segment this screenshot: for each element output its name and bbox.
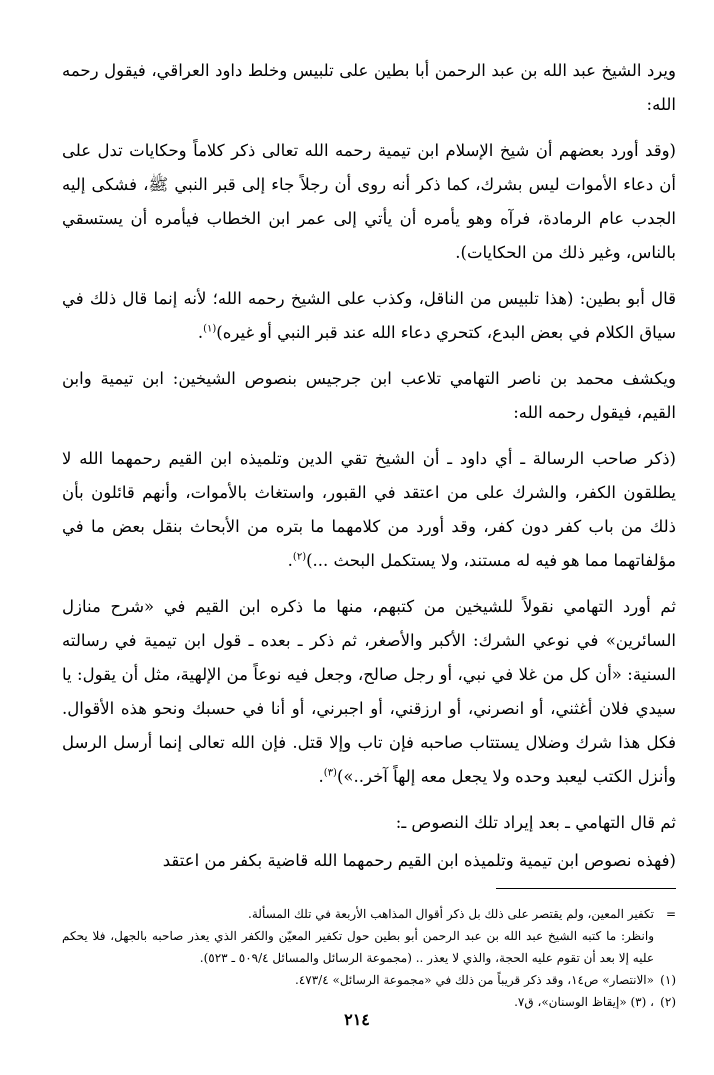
paragraph-tuhami-citations-text: ثم أورد التهامي نقولاً للشيخين من كتبهم، منها ما ذكره ابن القيم في «شرح منازل السائرين» في نوعي الشرك: الأكبر والأصغر، ثم ذكر ـ بعده ـ قول ابن تيمية في رسالته السنية: «أن كل من غلا في نبي، أو رجل صالح، وجعل فيه نوعاً من الإلهية، مثل أن يقول: يا سيدي فلان أغثني، أو انصرني، أو ارزقني، أو اجبرني، أو أنا في حسبك ونحو هذه الأقوال. فكل هذا شرك وضلال يستتاب صاحبه فإن تاب وإلا قتل. فإن الله تعالى إنما أرسل الرسل وأنزل الكتب ليعبد وحده ولا يجعل معه إلهاً آخر..») [62,597,676,786]
footnote-continued-text: تكفير المعين، ولم يقتصر على ذلك بل ذكر أقوال المذاهب الأربعة في تلك المسألة. [248,907,654,921]
paragraph-abu-batin-reply: قال أبو بطين: (هذا تلبيس من الناقل، وكذب على الشيخ رحمه الله؛ لأنه إنما قال ذلك في سياق الكلام في بعض البدع، كتحري دعاء الله عند قبر النبي أو غيره)$^{(١)}$. [62,289,676,342]
document-page [62,54,676,1013]
paragraph-tuhami-conclusion-text: (فهذه نصوص ابن تيمية وتلميذه ابن القيم رحمهما الله قاضية بكفر من اعتقد [162,851,676,870]
paragraph-tuhami-intro-text: ويكشف محمد بن ناصر التهامي تلاعب ابن جرجيس بنصوص الشيخين: ابن تيمية وابن القيم، فيقول رحمه الله: [62,369,676,422]
footnote-ref-1: (١) [203,323,217,335]
paragraph-tuhami-citations [62,590,676,794]
footnote-continued-mark: = [665,907,676,921]
footnote-1-mark: (١) [660,973,676,987]
paragraph-end-mark: . [318,767,324,786]
footnote-continued-more: وانظر: ما كتبه الشيخ عبد الله بن عبد الرحمن أبو بطين حول تكفير المعيّن والكفر الذي يعذر صاحبه بالجهل، فلا يحكم عليه إلا بعد أن تقوم عليه الحجة، والذي لا يعذر .. (مجموعة الرسائل والمسائل ٥٠٩/٤ ـ ٥٢٣). [62,929,654,965]
paragraph-intro [62,54,676,122]
footnote-2-mark: (٢) [660,995,676,1009]
paragraph-intro-text: ويرد الشيخ عبد الله بن عبد الرحمن أبا بطين على تلبيس وخلط داود العراقي، فيقول رحمه الله: [62,61,676,114]
footnote-continued [62,903,676,925]
paragraph-quote-objection [62,134,676,270]
footnote-ref-3: (٣) [323,767,337,779]
paragraph-quote-objection-text: (وقد أورد بعضهم أن شيخ الإسلام ابن تيمية رحمه الله تعالى ذكر كلاماً وحكايات تدل على أن دعاء الأموات ليس بشرك، كما ذكر أنه روى أن رجلاً جاء إلى قبر النبي ﷺ، فشكى إليه الجدب عام الرمادة، فرآه وهو يأمره أن يأتي إلى عمر ابن الخطاب فيأمره أن يستسقي بالناس، وغير ذلك من الحكايات). [62,141,676,262]
footnotes [62,903,676,1013]
paragraph-tuhami-quote-text: (ذكر صاحب الرسالة ـ أي داود ـ أن الشيخ تقي الدين وتلميذه ابن القيم رحمهما الله لا يطلقون الكفر، والشرك على من اعتقد في القبور، واستغاث بالأموات، وأنهم قائلون بأن ذلك من باب كفر دون كفر، وقد أورد من كلامهما ما بتره من الأبحاث بنقل بعض ما في مؤلفاتهما مما هو فيه له مستند، ولا يستكمل البحث ...) [62,449,676,570]
footnote-separator [496,888,676,889]
paragraph-tuhami-conclusion-intro [62,806,676,840]
footnote-ref-2: (٢) [292,551,307,563]
paragraph-tuhami-intro [62,362,676,430]
paragraph-abu-batin-reply-text: قال أبو بطين: (هذا تلبيس من الناقل، وكذب على الشيخ رحمه الله؛ لأنه إنما قال ذلك في سياق الكلام في بعض البدع، كتحري دعاء الله عند قبر النبي أو غيره) [62,289,676,342]
paragraph-tuhami-quote: (ذكر صاحب الرسالة ـ أي داود ـ أن الشيخ تقي الدين وتلميذه ابن القيم رحمهما الله لا يطلقون الكفر، والشرك على من اعتقد في القبور، واستغاث بالأموات، وأنهم قائلون بأن ذلك من باب كفر دون كفر، وقد أورد من كلامهما ما بتره من الأبحاث بنقل بعض ما في مؤلفاتهما مما هو فيه له مستند، ولا يستكمل البحث ...)$^{(٢)}$. [62,449,676,570]
paragraph-tuhami-conclusion-intro-text: ثم قال التهامي ـ بعد إيراد تلك النصوص ـ: [395,813,676,832]
footnote-1-text: «الانتصار» ص١٤، وقد ذكر قريباً من ذلك في «مجموعة الرسائل» ٤٧٣/٤. [295,973,654,987]
page-number: ٢١٤ [344,1010,370,1029]
footnote-1 [62,969,676,991]
footnote-2-text: ، (٣) «إيقاظ الوسنان»، ق٧. [514,995,654,1009]
paragraph-tuhami-conclusion [62,844,676,878]
